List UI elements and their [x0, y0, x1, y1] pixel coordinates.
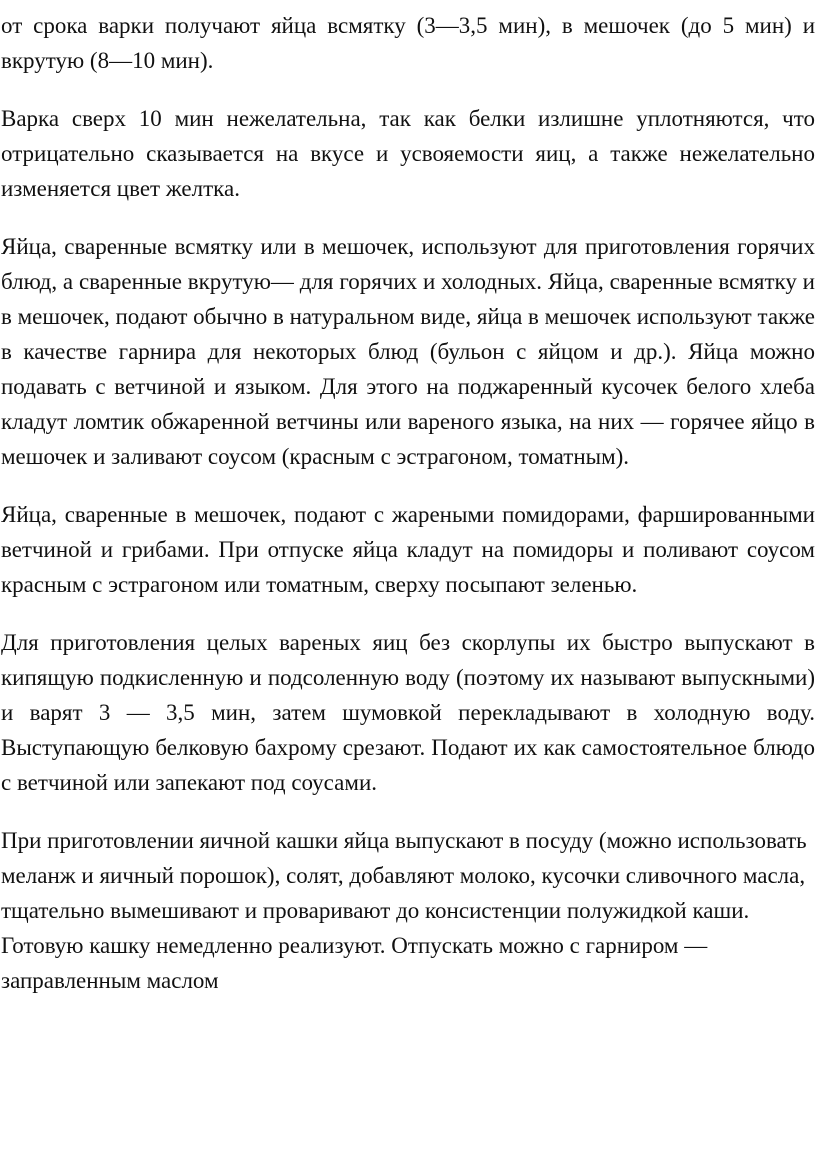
paragraph-serving-soft-boiled: Яйца, сваренные всмятку или в мешочек, используют для приготовления горячих блюд, а сваренные вкрутую— для горячих и холодных. Яйца, сваренные всмятку и в мешочек, подают обычно в натуральном виде, яйца в мешочек используют также в качестве гарнира для некоторых блюд (бульон с яйцом и др.). Яйца можно подавать с ветчиной и языком. Для этого на поджаренный кусочек белого хлеба кладут ломтик обжаренной ветчины или вареного языка, на них — горячее яйцо в мешочек и заливают соусом (красным с эстрагоном, томатным).: [1, 234, 815, 469]
paragraph-poached-eggs: Для приготовления целых вареных яиц без скорлупы их быстро выпускают в кипящую подкисленную и подсоленную воду (поэтому их называют выпускными) и варят 3 — 3,5 мин, затем шумовкой перекладывают в холодную воду. Выступающую белковую бахрому срезают. Подают их как самостоятельное блюдо с ветчиной или запекают под соусами.: [1, 630, 815, 795]
paragraph-with-tomatoes: Яйца, сваренные в мешочек, подают с жареными помидорами, фаршированными ветчиной и грибами. При отпуске яйца кладут на помидоры и поливают соусом красным с эстрагоном или томатным, сверху посыпают зеленью.: [1, 502, 815, 597]
paragraph-overcooking: Варка сверх 10 мин нежелательна, так как белки излишне уплотняются, что отрицательно сказывается на вкусе и усвояемости яиц, а также нежелательно изменяется цвет желтка.: [1, 106, 815, 201]
paragraph-egg-porridge: При приготовлении яичной кашки яйца выпускают в посуду (можно использовать меланж и яичный порошок), солят, добавляют молоко, кусочки сливочного масла, тщательно вымешивают и проваривают до консистенции полужидкой каши. Готовую кашку немедленно реализуют. Отпускать можно с гарниром — заправленным маслом: [1, 828, 807, 993]
paragraph-cooking-times: от срока варки получают яйца всмятку (3—3,5 мин), в мешочек (до 5 мин) и вкрутую (8—10 мин).: [1, 13, 815, 73]
